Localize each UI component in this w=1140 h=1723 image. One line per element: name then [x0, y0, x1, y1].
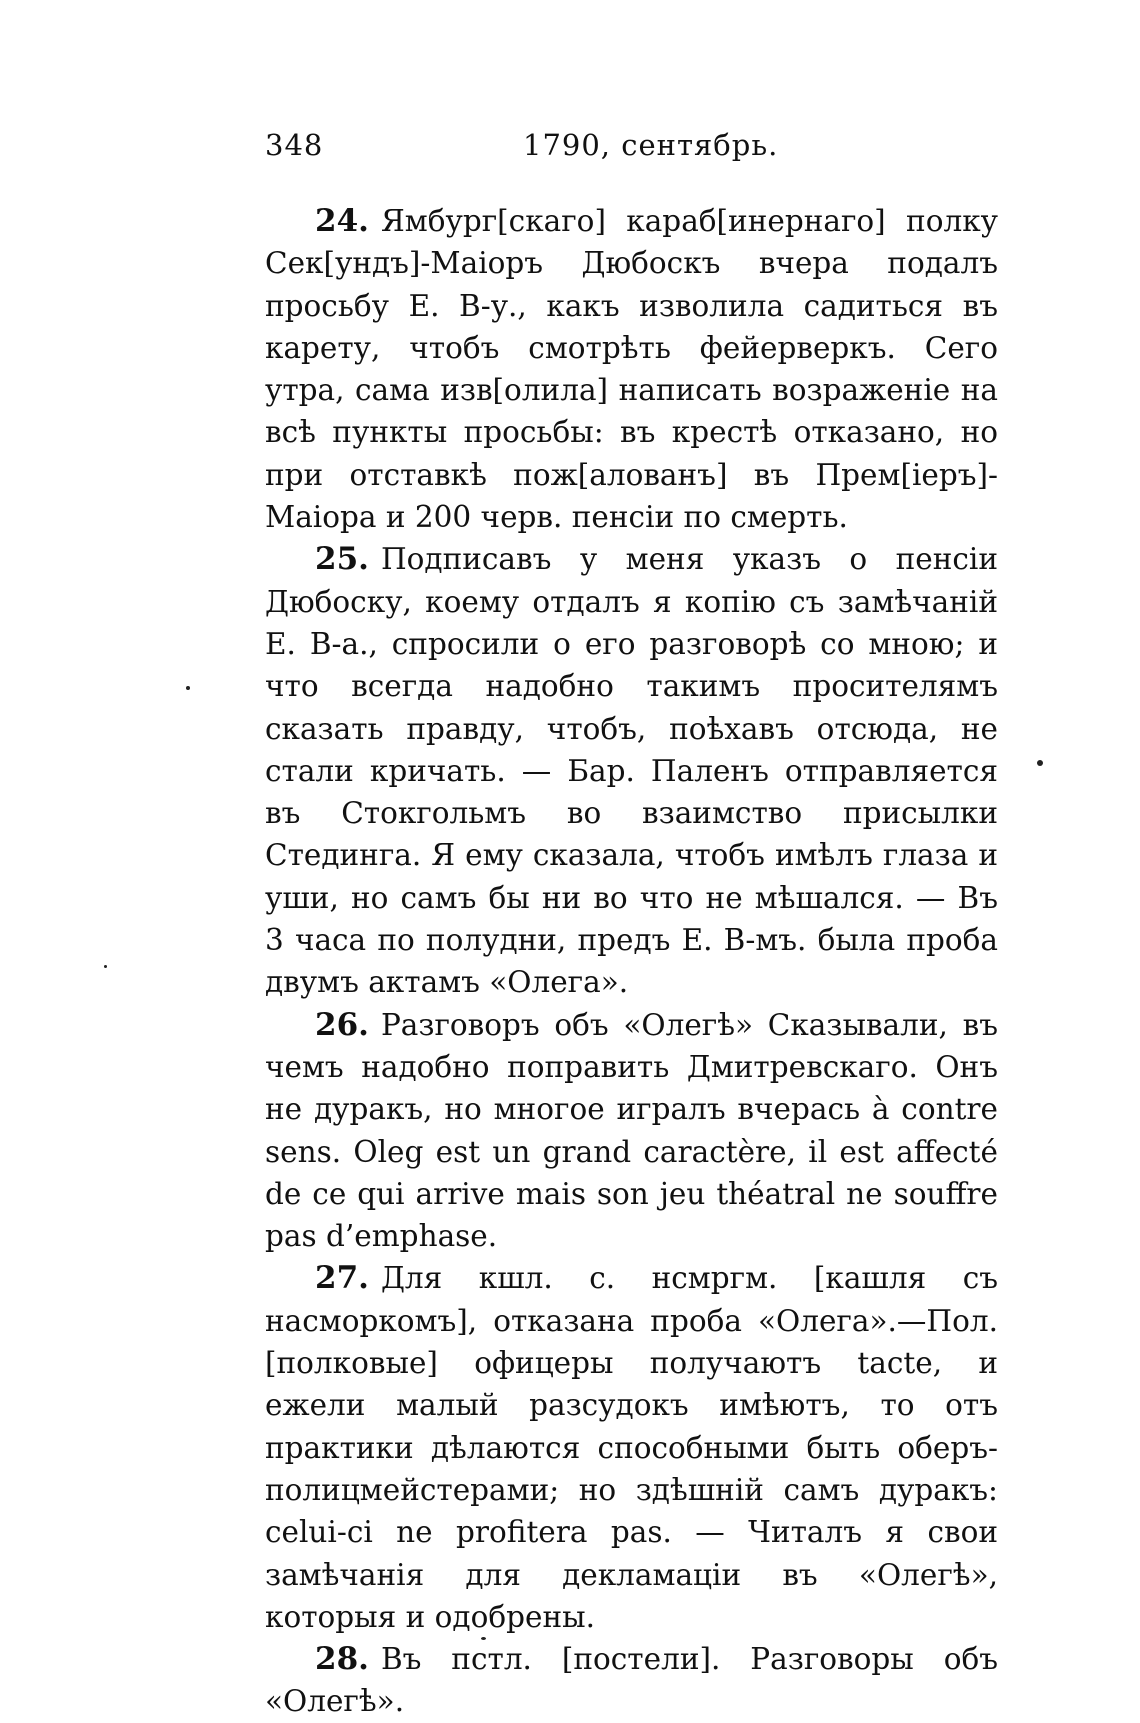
entry-number: 25.	[315, 541, 369, 578]
running-header	[265, 128, 998, 168]
scan-speck	[186, 686, 190, 690]
scan-speck	[481, 1637, 486, 1640]
entry-text: Ямбург[скаго] караб[инернаго] полку Сек[ундъ]-Маіоръ Дюбоскъ вчера подалъ просьбу Е. В-у., какъ изволила садиться въ карету, чтобъ смотрѣть фейерверкъ. Сего утра, сама изв[олила] написать возраженіе на всѣ пункты просьбы: въ крестѣ отказано, но при отставкѣ пож[алованъ] въ Прем[іеръ]-Маіора и 200 черв. пенсіи по смерть.	[265, 204, 998, 535]
entry-text: Подписавъ у меня указъ о пенсіи Дюбоску, коему отдалъ я копію съ замѣчаній Е. В-а., спросили о его разговорѣ со мною; и что всегда надобно такимъ просителямъ сказать правду, чтобъ, поѣхавъ отсюда, не стали кричать. — Бар. Паленъ отправляется въ Стокгольмъ во взаимство присылки Стединга. Я ему сказала, чтобъ имѣлъ глаза и уши, но самъ бы ни во что не мѣшался. — Въ 3 часа по полудни, предъ Е. В-мъ. была проба двумъ актамъ «Олега».	[265, 542, 998, 1000]
diary-entry	[265, 200, 998, 538]
entry-text: Въ пстл. [постели]. Разговоры объ «Олегѣ».	[265, 1642, 998, 1719]
diary-text	[265, 200, 998, 1723]
entry-text: Разговоръ объ «Олегѣ» Сказывали, въ чемъ надобно поправить Дмитревскаго. Онъ не дуракъ, но многое игралъ вчерась à contre sens. Oleg est un grand caractère, il est affecté de ce qui arrive mais son jeu théatral ne souffre pas d’emphase.	[265, 1007, 998, 1254]
diary-entry	[265, 1004, 998, 1258]
diary-entry	[265, 538, 998, 1003]
entry-text: Для кшл. с. нсмргм. [кашля съ насморкомъ], отказана проба «Олега».—Пол. [полковые] офицеры получаютъ tacte, и ежели малый разсудокъ имѣютъ, то отъ практики дѣлаются способными быть оберъ-полицмейстерами; но здѣшній самъ дуракъ: celui-ci ne profitera pas. — Читалъ я свои замѣчанія для декламаціи въ «Олегѣ», которыя и одобрены.	[265, 1261, 998, 1634]
header-title: 1790, сентябрь.	[523, 128, 779, 162]
page-number: 348	[265, 128, 324, 162]
diary-entry	[265, 1638, 998, 1723]
entry-number: 24.	[315, 203, 369, 239]
entry-number: 28.	[315, 1641, 369, 1678]
scan-speck	[104, 965, 107, 968]
entry-number: 26.	[315, 1006, 369, 1043]
scan-speck	[1037, 760, 1043, 766]
entry-number: 27.	[315, 1260, 369, 1297]
diary-entry	[265, 1257, 998, 1638]
